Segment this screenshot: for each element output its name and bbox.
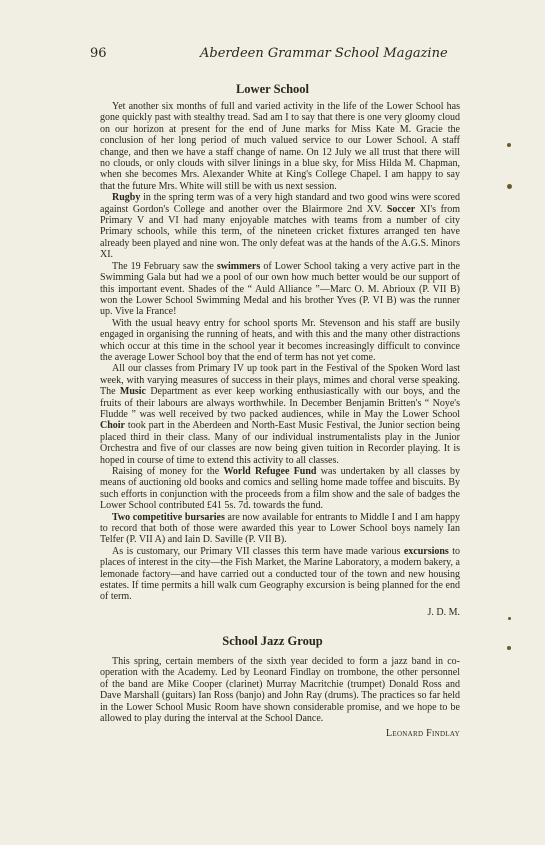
jazz-group-article xyxy=(100,656,460,740)
text-span: to places of interest in the city—the Fish Market, the Marine Laboratory, a modern bakery, a lemonade factory—and have carried out a conducted tour of the town and new housing estates. If time permits a hill walk cum Geography excursion is being planned for the end of term. xyxy=(100,545,460,603)
text-span: The 19 February saw the xyxy=(112,260,217,272)
jazz-group-signature: Leonard Findlay xyxy=(385,728,460,740)
paragraph-music xyxy=(100,363,460,466)
paragraph-refugee-fund xyxy=(100,466,460,512)
lower-school-signature: J. D. M. xyxy=(427,606,460,618)
page-speck xyxy=(507,646,511,650)
paragraph-rugby xyxy=(100,192,460,260)
bold-swimmers: swimmers xyxy=(216,260,261,272)
page-speck xyxy=(508,617,511,620)
text-span: of Lower School taking a very active part in the Swimming Gala but had we a pool of our own how much better would be our support of this important event. Shades of the “ Auld Alliance ”—Marc O. M. Abrioux (P. VII B) won the Lower School Swimming Medal and his brother Yves (P. VI B) was the runner up. Vive la France! xyxy=(100,260,460,318)
bold-refugee-fund: World Refugee Fund xyxy=(223,466,317,477)
page-speck xyxy=(507,143,511,147)
page-number: 96 xyxy=(90,46,107,61)
page-header xyxy=(90,46,490,64)
text-span: All our classes from Primary IV up took part in the Festival of the Spoken Word last week, with varying measures of success in their plays, mimes and choral verse speaking. The xyxy=(100,363,460,398)
paragraph-excursions xyxy=(100,546,460,603)
bold-choir: Choir xyxy=(100,420,125,432)
text-span: Department as ever keep working enthusiastically with our boys, and the fruits of their labours are always worthwhile. In December Benjamin Britten's “ Noye's Fludde ” was well received by two packed audiences, while in May the Lower School xyxy=(100,386,461,420)
bold-excursions: excursions xyxy=(403,545,449,557)
bold-music: Music xyxy=(119,386,146,398)
text-span: was undertaken by all classes by means of auctioning old books and comics and selling home made toffee and biscuits. By such efforts in conjunction with the proceeds from a film show and the sale of badges the Lower School contributed £41 5s. 7d. towards the fund. xyxy=(100,466,460,512)
lower-school-title: Lower School xyxy=(235,82,310,96)
text-span: XI's from Primary V and VI had many enjoyable matches with teams from a number of city Primary schools, while this term, of the nineteen cricket fixtures arranged ten have already been played and nine won. The only defeat was at the hands of the A.G.S. Minors XI. xyxy=(100,203,461,261)
lower-school-article xyxy=(100,101,460,618)
paragraph-jazz: This spring, certain members of the sixth year decided to form a jazz band in co-operation with the Academy. Led by Leonard Findlay on trombone, the other personnel of the band are Mike Cooper (clarinet) Murray Macritchie (trumpet) Donald Ross and Dave Marshall (guitars) Ian Ross (banjo) and John Ray (drums). The practices so far held in the Lower School Music Room have shown considerable promise, and we hope to be allowed to play during the interval at the School Dance. xyxy=(100,656,460,725)
paragraph-bursaries xyxy=(100,512,460,546)
text-span: took part in the Aberdeen and North-East Music Festival, the Junior section being placed third in their class. Many of our individual instrumentalists play in the Junior Orchestra and five of our classes are now being given tuition in Recorder playing. It is hoped in course of time to extend this activity to all classes. xyxy=(100,420,460,466)
bold-rugby: Rugby xyxy=(112,192,141,204)
text-span: As is customary, our Primary VII classes this term have made various xyxy=(112,545,404,557)
bold-bursaries: Two competitive bursaries xyxy=(112,511,225,523)
text-span: in the spring term was of a very high standard and two good wins were scored against Gordon's College and another over the Blairmore 2nd XV. xyxy=(100,192,460,215)
page-speck xyxy=(507,184,512,189)
text-span: Raising of money for the xyxy=(112,466,224,477)
paragraph-sports: With the usual heavy entry for school sports Mr. Stevenson and his staff are busily engaged in organising the running of heats, and with this and the many other distractions which occur at this time in the school year it becomes increasingly difficult to convince the average Lower School boy that the end of term has not yet come. xyxy=(100,317,460,363)
paragraph-intro: Yet another six months of full and varied activity in the life of the Lower School has gone quickly past with stealthy tread. Sad am I to say that there is one very gloomy cloud on our horizon at present for the end of June marks for Miss Kate M. Gracie the conclusion of her long period of much valued service to our Lower School. A staff change, and then we have a staff change of name. On 12 July we all trust that there will no clouds, or only clouds with silver linings in a blue sky, for Miss Hilda M. Chapman, when she becomes Mrs. Alexander White at King's College Chapel. I am happy to say that the future Mrs. White will still be with us next session. xyxy=(100,101,460,192)
bold-soccer: Soccer xyxy=(386,203,416,215)
paragraph-swimming xyxy=(100,261,460,318)
text-span: are now available for entrants to Middle I and I am happy to record that both of those were awarded this year to Lower School boys namely Ian Telfer (P. VII A) and Iain D. Saville (P. VII B). xyxy=(100,511,460,546)
running-title: Aberdeen Grammar School Magazine xyxy=(200,46,448,61)
jazz-group-title: School Jazz Group xyxy=(222,634,323,648)
